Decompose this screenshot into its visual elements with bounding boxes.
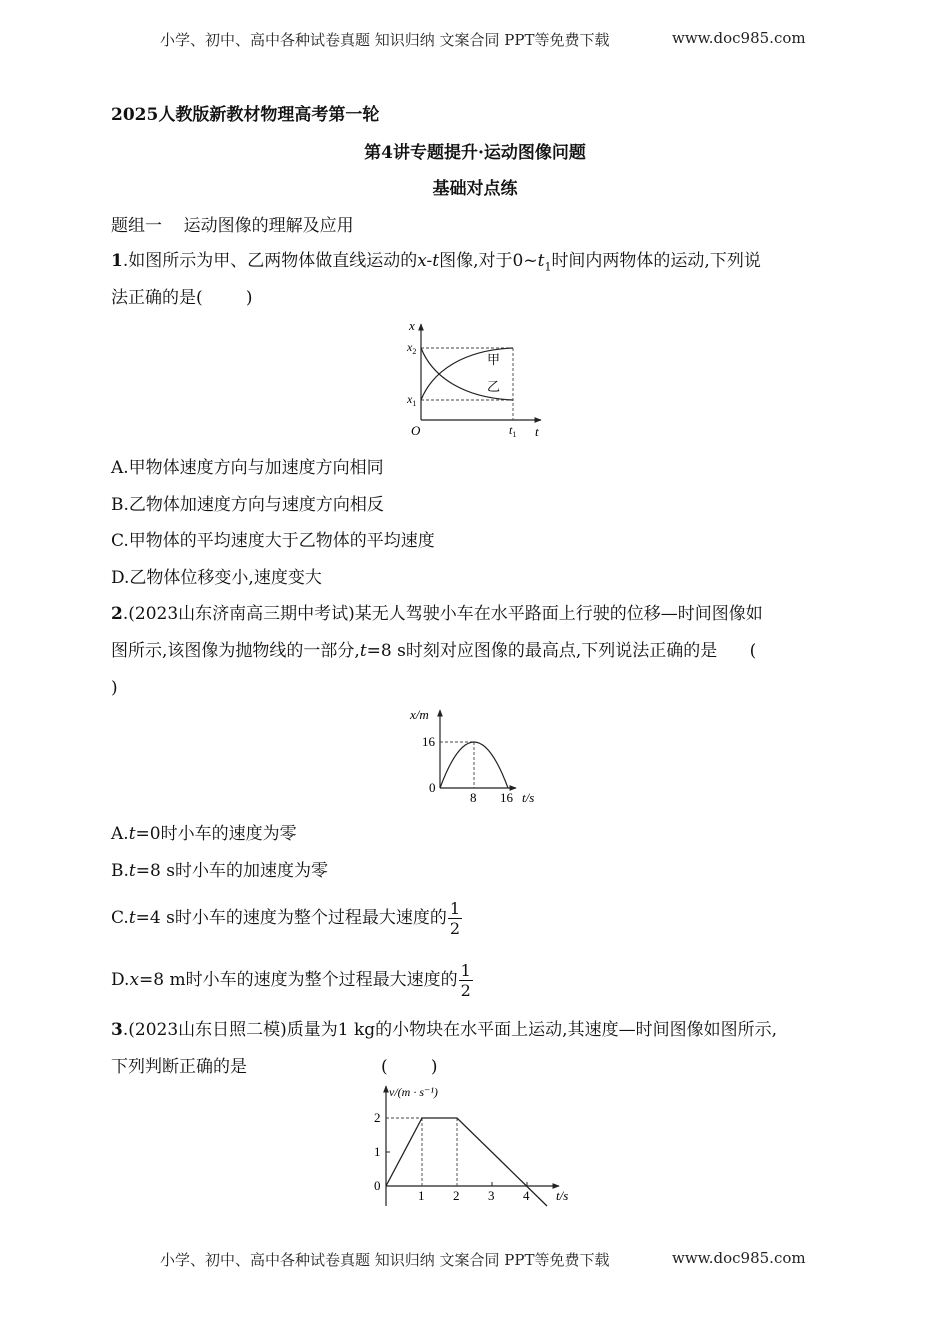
- q2-stem-line1: 2.(2023山东济南高三期中考试)某无人驾驶小车在水平路面上行驶的位移—时间图像如: [111, 604, 763, 624]
- q3-y-tick-0: 0: [374, 1178, 381, 1193]
- q1-option-c[interactable]: C.甲物体的平均速度大于乙物体的平均速度: [111, 531, 435, 551]
- lecture-title: 第4讲专题提升·运动图像问题: [364, 143, 586, 163]
- doc-title: 2025人教版新教材物理高考第一轮: [111, 105, 380, 125]
- q2-y-label: x/m: [410, 707, 429, 722]
- q2-option-c-fraction: $\frac{1}{2}$: [449, 899, 461, 938]
- q3-y-tick-1: 1: [374, 1144, 381, 1159]
- q2-x-tick-16: 16: [500, 790, 513, 805]
- q1-label-x: x: [409, 318, 415, 333]
- q2-option-c[interactable]: C.t=4 s时小车的速度为整个过程最大速度的 $\frac{1}{2}$: [111, 899, 461, 938]
- q2-xt-graph: [400, 704, 550, 808]
- q3-answer-paren: ( ): [381, 1057, 438, 1077]
- q2-option-d-fraction: $\frac{1}{2}$: [460, 961, 471, 1000]
- page-header-text: 小学、初中、高中各种试卷真题 知识归纳 文案合同 PPT等免费下载: [160, 31, 610, 49]
- q3-number: 3: [111, 1020, 123, 1040]
- q1-label-x2: $x_2$: [407, 340, 417, 356]
- page-footer-text: 小学、初中、高中各种试卷真题 知识归纳 文案合同 PPT等免费下载: [160, 1251, 610, 1269]
- q2-y-tick-16: 16: [422, 734, 435, 749]
- q2-number: 2: [111, 604, 123, 624]
- group-title: 题组一 运动图像的理解及应用: [111, 216, 354, 236]
- q2-option-b[interactable]: B.t=8 s时小车的加速度为零: [111, 861, 328, 881]
- q3-y-tick-2: 2: [374, 1110, 381, 1125]
- q1-label-yi: 乙: [487, 379, 501, 394]
- q3-x-tick-4: 4: [523, 1188, 530, 1203]
- q1-xt-graph: [395, 312, 555, 444]
- q3-vt-graph: [365, 1082, 580, 1212]
- q1-option-a[interactable]: A.甲物体速度方向与加速度方向相同: [111, 458, 384, 478]
- q2-stem-line3: ): [111, 678, 118, 698]
- q3-stem-line1: 3.(2023山东日照二模)质量为1 kg的小物块在水平面上运动,其速度—时间图像如图所示,: [111, 1020, 777, 1040]
- q2-option-d[interactable]: D.x=8 m时小车的速度为整个过程最大速度的 $\frac{1}{2}$: [111, 961, 471, 1000]
- q1-stem-line1: 1.如图所示为甲、乙两物体做直线运动的x-t图像,对于$0\sim t_1$时间内两物体的运动,下列说: [111, 251, 761, 274]
- q1-option-d[interactable]: D.乙物体位移变小,速度变大: [111, 568, 322, 588]
- q3-x-tick-2: 2: [453, 1188, 460, 1203]
- q3-x-tick-3: 3: [488, 1188, 495, 1203]
- q2-option-a[interactable]: A.t=0时小车的速度为零: [111, 824, 297, 844]
- q1-option-b[interactable]: B.乙物体加速度方向与速度方向相反: [111, 495, 384, 515]
- q1-label-origin: O: [411, 423, 421, 438]
- q1-stem-line2: 法正确的是( ): [111, 288, 253, 308]
- section-title: 基础对点练: [432, 179, 518, 199]
- q3-y-label: v/(m · s⁻¹): [389, 1085, 438, 1099]
- q1-label-t1: $t_1$: [509, 423, 517, 439]
- page-header-url[interactable]: www.doc985.com: [672, 29, 806, 47]
- q1-label-jia: 甲: [487, 352, 501, 367]
- q2-x-tick-8: 8: [470, 790, 477, 805]
- q2-origin: 0: [429, 780, 436, 795]
- q2-stem-line2: 图所示,该图像为抛物线的一部分,t=8 s时刻对应图像的最高点,下列说法正确的是 (: [111, 641, 757, 661]
- q2-x-label: t/s: [522, 790, 535, 805]
- q1-label-t: t: [535, 424, 539, 439]
- page-footer-url[interactable]: www.doc985.com: [672, 1249, 806, 1267]
- q1-label-x1: $x_1$: [407, 392, 417, 408]
- q1-number: 1: [111, 251, 123, 271]
- q3-x-label: t/s: [556, 1188, 569, 1203]
- q3-stem-line2: 下列判断正确的是: [111, 1057, 247, 1077]
- q3-x-tick-1: 1: [418, 1188, 425, 1203]
